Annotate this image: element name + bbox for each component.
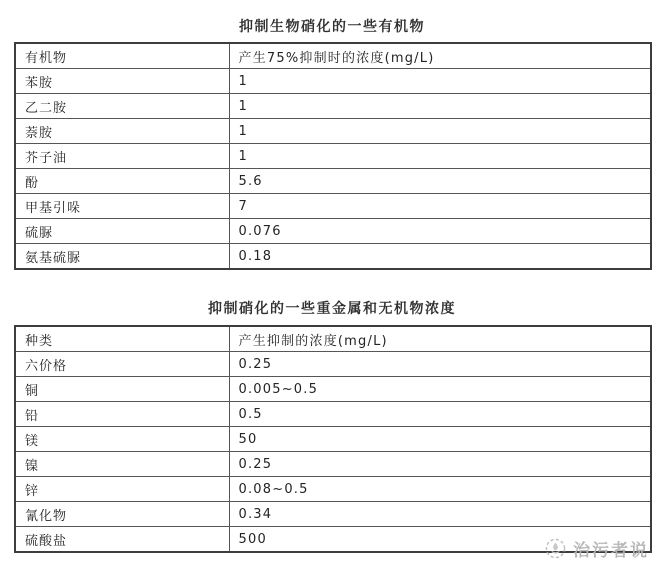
table-header-row	[15, 43, 651, 69]
value-cell: 1	[229, 144, 651, 169]
value-cell: 50	[229, 427, 651, 452]
substance-cell: 苯胺	[15, 69, 229, 94]
substance-cell: 镍	[15, 452, 229, 477]
substance-cell: 乙二胺	[15, 94, 229, 119]
table-row	[15, 402, 651, 427]
substance-cell: 铅	[15, 402, 229, 427]
value-cell: 0.005~0.5	[229, 377, 651, 402]
substance-cell: 六价格	[15, 352, 229, 377]
substance-cell: 镁	[15, 427, 229, 452]
table-2-title: 抑制硝化的一些重金属和无机物浓度	[208, 301, 456, 317]
value-cell: 0.5	[229, 402, 651, 427]
substance-cell: 锌	[15, 477, 229, 502]
substance-cell: 硫脲	[15, 219, 229, 244]
column-header-substance: 有机物	[15, 43, 229, 69]
substance-cell: 萘胺	[15, 119, 229, 144]
value-cell: 0.25	[229, 452, 651, 477]
value-cell: 0.076	[229, 219, 651, 244]
table-row	[15, 377, 651, 402]
table-row	[15, 427, 651, 452]
table-row	[15, 119, 651, 144]
substance-cell: 芥子油	[15, 144, 229, 169]
table-row	[15, 244, 651, 270]
table-row	[15, 502, 651, 527]
value-cell: 5.6	[229, 169, 651, 194]
table-row	[15, 452, 651, 477]
column-header-concentration: 产生75%抑制时的浓度(mg/L)	[229, 43, 651, 69]
substance-cell: 硫酸盐	[15, 527, 229, 553]
value-cell: 500	[229, 527, 651, 553]
table-row	[15, 144, 651, 169]
value-cell: 1	[229, 94, 651, 119]
table-header-row	[15, 326, 651, 352]
substance-cell: 氰化物	[15, 502, 229, 527]
table-row	[15, 527, 651, 553]
value-cell: 7	[229, 194, 651, 219]
substance-cell: 酚	[15, 169, 229, 194]
column-header-concentration: 产生抑制的浓度(mg/L)	[229, 326, 651, 352]
column-header-type: 种类	[15, 326, 229, 352]
table-row	[15, 94, 651, 119]
organics-inhibition-table	[14, 42, 652, 270]
watermark-text: 治污者说	[573, 541, 649, 561]
value-cell: 1	[229, 119, 651, 144]
table-row	[15, 352, 651, 377]
substance-cell: 氨基硫脲	[15, 244, 229, 270]
value-cell: 0.25	[229, 352, 651, 377]
value-cell: 0.08~0.5	[229, 477, 651, 502]
substance-cell: 甲基引哚	[15, 194, 229, 219]
table-row	[15, 194, 651, 219]
table-row	[15, 69, 651, 94]
table-1-title: 抑制生物硝化的一些有机物	[239, 19, 425, 35]
metals-inhibition-table	[14, 325, 652, 553]
substance-cell: 铜	[15, 377, 229, 402]
table-row	[15, 219, 651, 244]
value-cell: 0.18	[229, 244, 651, 270]
table-row	[15, 169, 651, 194]
value-cell: 0.34	[229, 502, 651, 527]
table-row	[15, 477, 651, 502]
value-cell: 1	[229, 69, 651, 94]
